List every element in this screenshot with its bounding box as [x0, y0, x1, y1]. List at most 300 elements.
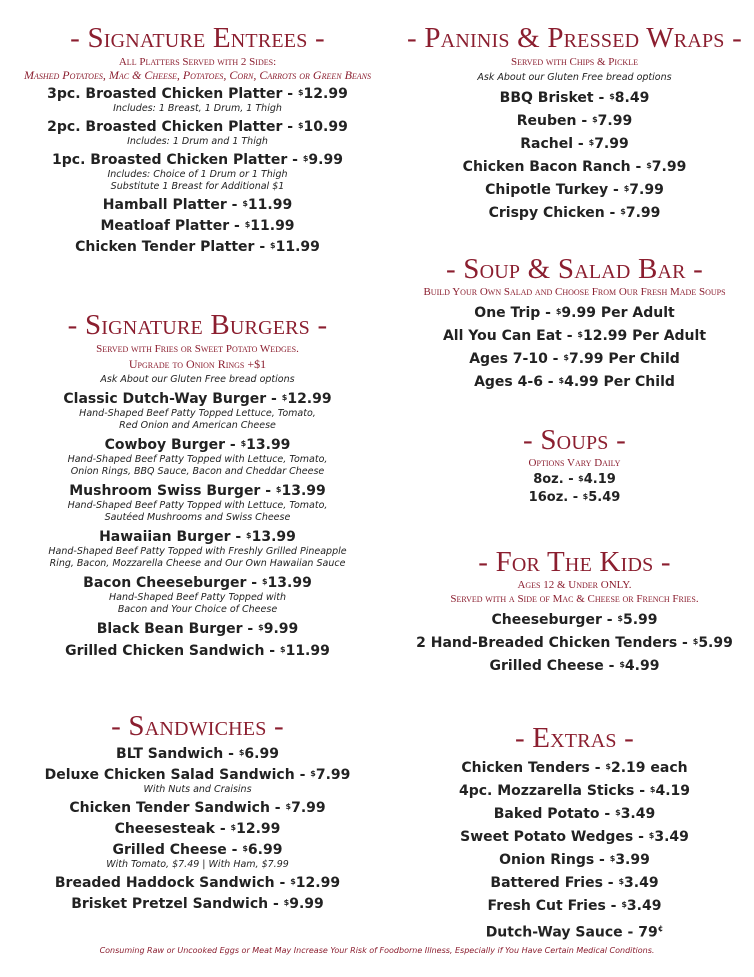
price-value: 7.99 — [594, 136, 629, 152]
menu-item-description: Red Onion and American Cheese — [119, 420, 276, 431]
signature-burgers-upgrade: Upgrade to Onion Rings +$1 — [128, 357, 267, 371]
menu-item-name: Rachel - — [520, 136, 589, 152]
menu-item — [0, 390, 395, 432]
menu-item-line — [395, 897, 754, 915]
menu-item-price — [290, 875, 340, 891]
price-value: 7.99 — [568, 351, 604, 367]
dollar-sign: $ — [290, 877, 296, 886]
menu-item-name: Hamball Platter - — [102, 197, 243, 213]
kids-side-note: Served with a Side of Mac & Cheese or French Fries. — [450, 593, 699, 605]
menu-item-price — [282, 391, 332, 407]
menu-item-description: Sautéed Mushrooms and Swiss Cheese — [104, 512, 291, 523]
price-value: 5.99 — [622, 612, 658, 628]
kids-age-note: Ages 12 & Under ONLY. — [517, 579, 632, 591]
dollar-sign: $ — [588, 138, 595, 147]
menu-item-name: Baked Potato - — [493, 806, 616, 822]
menu-item-line — [395, 874, 754, 892]
dollar-sign: $ — [280, 645, 286, 654]
price-value: 12.99 — [295, 875, 341, 891]
menu-item — [0, 841, 395, 871]
menu-item-suffix: Per Adult — [595, 305, 675, 321]
menu-item — [395, 135, 754, 153]
menu-item-line — [0, 841, 395, 859]
dollar-sign: $ — [285, 802, 292, 811]
signature-burgers-list — [0, 390, 395, 660]
signature-burgers-section — [0, 309, 395, 660]
menu-item — [395, 657, 754, 675]
kids-section — [395, 546, 754, 675]
signature-entrees-section — [0, 22, 395, 256]
menu-item — [395, 181, 754, 199]
menu-item-price — [246, 529, 296, 545]
cents-sign: ¢ — [657, 924, 664, 933]
menu-item-price — [620, 205, 660, 221]
paninis-note: Ask About our Gluten Free bread options — [477, 72, 672, 83]
menu-item — [0, 196, 395, 214]
menu-item — [0, 217, 395, 235]
menu-item-description: Substitute 1 Breast for Additional $1 — [110, 181, 285, 192]
price-value: 4.99 — [564, 374, 599, 390]
dollar-sign: $ — [582, 492, 589, 501]
menu-item-name: Breaded Haddock Sandwich - — [54, 875, 291, 891]
menu-item-line — [0, 196, 395, 214]
menu-item-suffix: Per Child — [603, 351, 680, 367]
menu-item-price — [693, 635, 733, 651]
menu-item — [395, 204, 754, 222]
menu-item-line — [0, 642, 395, 660]
menu-item-price — [592, 113, 632, 129]
menu-item — [395, 634, 754, 652]
menu-item-price — [577, 328, 627, 344]
menu-item-name: Cheesesteak - — [114, 821, 231, 837]
price-value: 8.49 — [614, 90, 650, 106]
menu-item — [395, 89, 754, 107]
menu-item-line — [0, 574, 395, 592]
menu-item-line — [0, 766, 395, 784]
menu-item-line — [395, 181, 754, 199]
paninis-list — [395, 89, 754, 222]
menu-item-name: Deluxe Chicken Salad Sandwich - — [44, 767, 311, 783]
signature-entrees-title: - Signature Entrees - — [70, 22, 325, 54]
price-value: 13.99 — [246, 437, 291, 453]
menu-item-price — [276, 483, 326, 499]
menu-item-price — [610, 852, 650, 868]
menu-item-line — [395, 920, 754, 942]
sandwiches-section — [0, 710, 395, 913]
dollar-sign: $ — [242, 844, 248, 853]
soup-salad-list — [395, 304, 754, 391]
extras-section — [395, 722, 754, 942]
menu-item-line — [0, 895, 395, 913]
menu-item-price — [241, 437, 291, 453]
menu-item — [395, 489, 754, 506]
menu-item — [395, 805, 754, 823]
price-value: 5.99 — [698, 635, 733, 651]
dollar-sign: $ — [592, 115, 598, 124]
dollar-sign: $ — [623, 184, 630, 193]
dollar-sign: $ — [578, 474, 584, 483]
menu-item-line — [0, 482, 395, 500]
menu-item-name: Ages 4-6 - — [474, 374, 559, 390]
dollar-sign: $ — [648, 831, 655, 840]
extras-title: - Extras - — [514, 722, 635, 754]
menu-item-line — [395, 158, 754, 176]
menu-item-name: Cheeseburger - — [491, 612, 618, 628]
menu-item-line — [395, 851, 754, 869]
price-value: 3.49 — [626, 898, 662, 914]
menu-item-price — [646, 159, 686, 175]
menu-item-line — [395, 135, 754, 153]
menu-item-name: Chicken Tender Platter - — [75, 239, 271, 255]
menu-item-price — [615, 806, 655, 822]
menu-item-price — [605, 760, 645, 776]
price-value: 11.99 — [247, 197, 293, 213]
menu-item-name: 1pc. Broasted Chicken Platter - — [52, 152, 303, 168]
price-value: 12.99 — [287, 391, 332, 407]
menu-item-suffix: each — [645, 760, 688, 776]
menu-item-description: Ring, Bacon, Mozzarella Cheese and Our Own Hawaiian Sauce — [49, 558, 346, 569]
menu-item — [395, 611, 754, 629]
price-value: 13.99 — [281, 483, 326, 499]
menu-item-description: With Tomato, $7.49 | With Ham, $7.99 — [106, 859, 289, 870]
menu-item-name: 3pc. Broasted Chicken Platter - — [47, 86, 298, 102]
menu-item-line — [395, 112, 754, 130]
price-value: 9.99 — [263, 621, 299, 637]
menu-item-name: 2 Hand-Breaded Chicken Tenders - — [416, 635, 693, 651]
menu-item-line — [395, 828, 754, 846]
menu-item — [0, 766, 395, 796]
dollar-sign: $ — [605, 762, 611, 771]
menu-item-line — [395, 304, 754, 322]
dollar-sign: $ — [646, 161, 652, 170]
menu-item-description: Hand-Shaped Beef Patty Topped with Lettuce, Tomato, — [67, 500, 328, 511]
menu-item-description: Hand-Shaped Beef Patty Topped with Freshly Grilled Pineapple — [48, 546, 347, 557]
menu-item-line — [0, 118, 395, 136]
menu-item — [395, 920, 754, 942]
dollar-sign: $ — [617, 614, 623, 623]
menu-item-name: Meatloaf Platter - — [100, 218, 245, 234]
price-value: 11.99 — [250, 218, 295, 234]
menu-item-name: Black Bean Burger - — [96, 621, 259, 637]
menu-item — [395, 112, 754, 130]
dollar-sign: $ — [310, 769, 316, 778]
dollar-sign: $ — [258, 623, 264, 632]
menu-item-name: 2pc. Broasted Chicken Platter - — [47, 119, 298, 135]
dollar-sign: $ — [649, 785, 656, 794]
menu-item-name: All You Can Eat - — [442, 328, 578, 344]
soup-salad-subtitle: Build Your Own Salad and Choose From Our Fresh Made Soups — [423, 286, 726, 298]
menu-item — [395, 828, 754, 846]
menu-item-price — [280, 643, 330, 659]
menu-item-line — [395, 89, 754, 107]
price-value: 11.99 — [275, 239, 320, 255]
menu-item — [395, 350, 754, 368]
menu-item-price — [298, 86, 348, 102]
menu-item-line — [395, 611, 754, 629]
menu-item — [0, 85, 395, 115]
menu-item-suffix: Per Adult — [627, 328, 707, 344]
dollar-sign: $ — [302, 154, 309, 163]
menu-item-line — [0, 151, 395, 169]
menu-item-line — [395, 489, 754, 506]
signature-burgers-subtitle: Served with Fries or Sweet Potato Wedges. — [96, 343, 299, 355]
menu-item-line — [395, 327, 754, 345]
menu-item-price — [556, 305, 596, 321]
menu-item-price — [621, 898, 661, 914]
menu-item-line — [0, 620, 395, 638]
menu-item-price — [270, 239, 320, 255]
menu-item-line — [0, 436, 395, 454]
menu-item — [395, 304, 754, 322]
menu-item-line — [0, 528, 395, 546]
dollar-sign: $ — [558, 376, 565, 385]
menu-item-price — [618, 875, 658, 891]
menu-item — [0, 528, 395, 570]
menu-item-line — [0, 217, 395, 235]
price-value: 9.99 — [289, 896, 324, 912]
price-value: 2.19 — [611, 760, 646, 776]
menu-item-line — [0, 745, 395, 763]
signature-burgers-note: Ask About our Gluten Free bread options — [100, 374, 295, 385]
menu-item-name: Brisket Pretzel Sandwich - — [71, 896, 284, 912]
kids-list — [395, 611, 754, 675]
menu-item-name: BLT Sandwich - — [116, 746, 239, 762]
menu-item — [0, 620, 395, 638]
menu-item-name: Sweet Potato Wedges - — [460, 829, 649, 845]
dollar-sign: $ — [297, 121, 304, 130]
price-value: 4.19 — [583, 472, 616, 487]
price-value: 3.49 — [654, 829, 689, 845]
menu-item-price — [286, 800, 326, 816]
price-value: 7.99 — [625, 205, 661, 221]
dollar-sign: $ — [692, 637, 699, 646]
price-value: 6.99 — [247, 842, 283, 858]
menu-item-name: 8oz. - — [533, 472, 579, 487]
price-value: 9.99 — [561, 305, 596, 321]
menu-item — [395, 851, 754, 869]
menu-item — [0, 895, 395, 913]
menu-item-price — [242, 197, 292, 213]
menu-item-name: 16oz. - — [528, 490, 583, 505]
menu-item — [0, 151, 395, 193]
extras-list — [395, 759, 754, 942]
dollar-sign: $ — [270, 241, 276, 250]
menu-item-price — [310, 767, 350, 783]
menu-item-description: Onion Rings, BBQ Sauce, Bacon and Cheddar Cheese — [70, 466, 325, 477]
dollar-sign: $ — [242, 199, 248, 208]
signature-entrees-list — [0, 85, 395, 256]
menu-item-price — [245, 218, 295, 234]
menu-item — [0, 574, 395, 616]
signature-burgers-title: - Signature Burgers - — [67, 309, 328, 341]
signature-entrees-sides: Mashed Potatoes, Mac & Cheese, Potatoes, Corn, Carrots or Green Beans — [23, 68, 372, 82]
sandwiches-title: - Sandwiches - — [111, 710, 284, 742]
menu-item — [395, 874, 754, 892]
menu-item-name: Grilled Cheese - — [112, 842, 243, 858]
dollar-sign: $ — [615, 808, 621, 817]
menu-item-name: Cowboy Burger - — [104, 437, 241, 453]
menu-item — [395, 158, 754, 176]
menu-item-name: Mushroom Swiss Burger - — [69, 483, 276, 499]
price-value: 7.99 — [651, 159, 687, 175]
menu-item-name: Crispy Chicken - — [488, 205, 621, 221]
dollar-sign: $ — [620, 207, 626, 216]
menu-item-name: Bacon Cheeseburger - — [83, 575, 262, 591]
menu-item-line — [0, 238, 395, 256]
menu-item-name: Dutch-Way Sauce - 79 — [485, 924, 658, 941]
menu-item-description: Includes: 1 Drum and 1 Thigh — [127, 136, 268, 147]
menu-item-name: Hawaiian Burger - — [99, 529, 247, 545]
sandwiches-list — [0, 745, 395, 913]
dollar-sign: $ — [240, 439, 247, 448]
menu-item-description: Hand-Shaped Beef Patty Topped with — [108, 592, 286, 603]
price-value: 9.99 — [308, 152, 343, 168]
menu-item-name: Reuben - — [516, 113, 593, 129]
menu-item-price — [242, 842, 282, 858]
menu-item — [0, 436, 395, 478]
price-value: 11.99 — [285, 643, 330, 659]
menu-item-description: Hand-Shaped Beef Patty Topped with Lettuce, Tomato, — [67, 454, 328, 465]
menu-item — [0, 118, 395, 148]
menu-item-line — [0, 390, 395, 408]
dollar-sign: $ — [563, 353, 569, 362]
menu-item-line — [395, 634, 754, 652]
price-value: 6.99 — [244, 746, 279, 762]
menu-item — [0, 238, 395, 256]
dollar-sign: $ — [275, 485, 282, 494]
menu-item-price — [617, 612, 657, 628]
soups-list — [395, 471, 754, 506]
menu-item-description: Bacon and Your Choice of Cheese — [117, 604, 278, 615]
menu-item-name: Grilled Chicken Sandwich - — [65, 643, 280, 659]
price-value: 4.19 — [655, 783, 691, 799]
price-value: 5.49 — [588, 490, 621, 505]
dollar-sign: $ — [555, 307, 562, 316]
dollar-sign: $ — [261, 577, 268, 586]
menu-item-line — [395, 350, 754, 368]
menu-item — [0, 874, 395, 892]
dollar-sign: $ — [281, 393, 288, 402]
menu-item-name: Onion Rings - — [499, 852, 610, 868]
menu-item-name: Fresh Cut Fries - — [487, 898, 622, 914]
price-value: 13.99 — [251, 529, 296, 545]
price-value: 12.99 — [303, 86, 348, 102]
menu-item — [0, 642, 395, 660]
menu-item-price — [262, 575, 312, 591]
menu-item — [395, 782, 754, 800]
menu-item-price — [298, 119, 348, 135]
menu-item-price — [649, 829, 689, 845]
menu-item-price — [559, 374, 599, 390]
dollar-sign: $ — [577, 330, 583, 339]
menu-item-line — [395, 805, 754, 823]
price-value: 12.99 — [583, 328, 628, 344]
price-value: 12.99 — [236, 821, 281, 837]
dollar-sign: $ — [230, 823, 237, 832]
menu-item-line — [395, 782, 754, 800]
menu-item-line — [0, 85, 395, 103]
soup-salad-title: - Soup & Salad Bar - — [445, 253, 704, 285]
menu-item-line — [395, 373, 754, 391]
dollar-sign: $ — [246, 531, 252, 540]
menu-item-price — [239, 746, 279, 762]
menu-item-name: Grilled Cheese - — [489, 658, 620, 674]
menu-item-price — [303, 152, 343, 168]
signature-entrees-subtitle: All Platters Served with 2 Sides: — [118, 56, 277, 68]
price-value: 7.99 — [629, 182, 664, 198]
menu-item-price — [578, 472, 616, 487]
menu-item-name: Ages 7-10 - — [469, 351, 564, 367]
dollar-sign: $ — [297, 88, 304, 97]
menu-item-name: Chicken Tenders - — [461, 760, 606, 776]
menu-item-price — [619, 658, 659, 674]
price-value: 4.99 — [624, 658, 660, 674]
foodborne-illness-disclaimer: Consuming Raw or Uncooked Eggs or Meat May Increase Your Risk of Foodborne Illness, Especially if You Have Certain Medical Conditions. — [99, 946, 655, 955]
menu-item-name: 4pc. Mozzarella Sticks - — [458, 783, 650, 799]
soups-section — [395, 424, 754, 506]
paninis-title: - Paninis & Pressed Wraps - — [407, 22, 742, 54]
soups-title: - Soups - — [523, 424, 626, 456]
dollar-sign: $ — [618, 877, 625, 886]
menu-item — [0, 799, 395, 817]
menu-item-name: One Trip - — [474, 305, 556, 321]
price-value: 13.99 — [267, 575, 312, 591]
right-column — [395, 0, 754, 977]
menu-item-name: Chipotle Turkey - — [485, 182, 624, 198]
soups-subtitle: Options Vary Daily — [528, 457, 621, 469]
menu-item-line — [395, 471, 754, 488]
dollar-sign: $ — [609, 854, 616, 863]
paninis-section — [395, 22, 754, 222]
menu-item — [0, 820, 395, 838]
menu-item-price — [609, 90, 649, 106]
dollar-sign: $ — [283, 898, 290, 907]
menu-item — [395, 897, 754, 915]
menu-item-price — [624, 182, 664, 198]
price-value: 7.99 — [315, 767, 351, 783]
menu-item — [395, 327, 754, 345]
menu-item-line — [0, 820, 395, 838]
price-value: 10.99 — [303, 119, 348, 135]
menu-item-suffix: Per Child — [598, 374, 675, 390]
menu-item-name: Battered Fries - — [490, 875, 619, 891]
dollar-sign: $ — [244, 220, 251, 229]
menu-item-line — [395, 657, 754, 675]
dollar-sign: $ — [609, 92, 615, 101]
menu-item-price — [563, 351, 603, 367]
menu-item-description: Hand-Shaped Beef Patty Topped Lettuce, Tomato, — [79, 408, 316, 419]
menu-item-description: Includes: 1 Breast, 1 Drum, 1 Thigh — [113, 103, 282, 114]
price-value: 7.99 — [597, 113, 633, 129]
menu-item — [395, 373, 754, 391]
menu-item — [395, 759, 754, 777]
menu-item-price — [583, 490, 621, 505]
paninis-subtitle: Served with Chips & Pickle — [511, 56, 638, 68]
menu-item-price — [231, 821, 281, 837]
price-value: 3.49 — [620, 806, 656, 822]
menu-item-line — [0, 799, 395, 817]
menu-item-price — [589, 136, 629, 152]
menu-item-price — [284, 896, 324, 912]
menu-item-line — [395, 759, 754, 777]
soup-salad-section — [395, 253, 754, 391]
menu-item-description: Includes: Choice of 1 Drum or 1 Thigh — [107, 169, 288, 180]
menu-item — [0, 745, 395, 763]
menu-item — [395, 471, 754, 488]
menu-item-description: With Nuts and Craisins — [143, 784, 252, 795]
menu-item-name: BBQ Brisket - — [499, 90, 610, 106]
price-value: 3.99 — [615, 852, 650, 868]
